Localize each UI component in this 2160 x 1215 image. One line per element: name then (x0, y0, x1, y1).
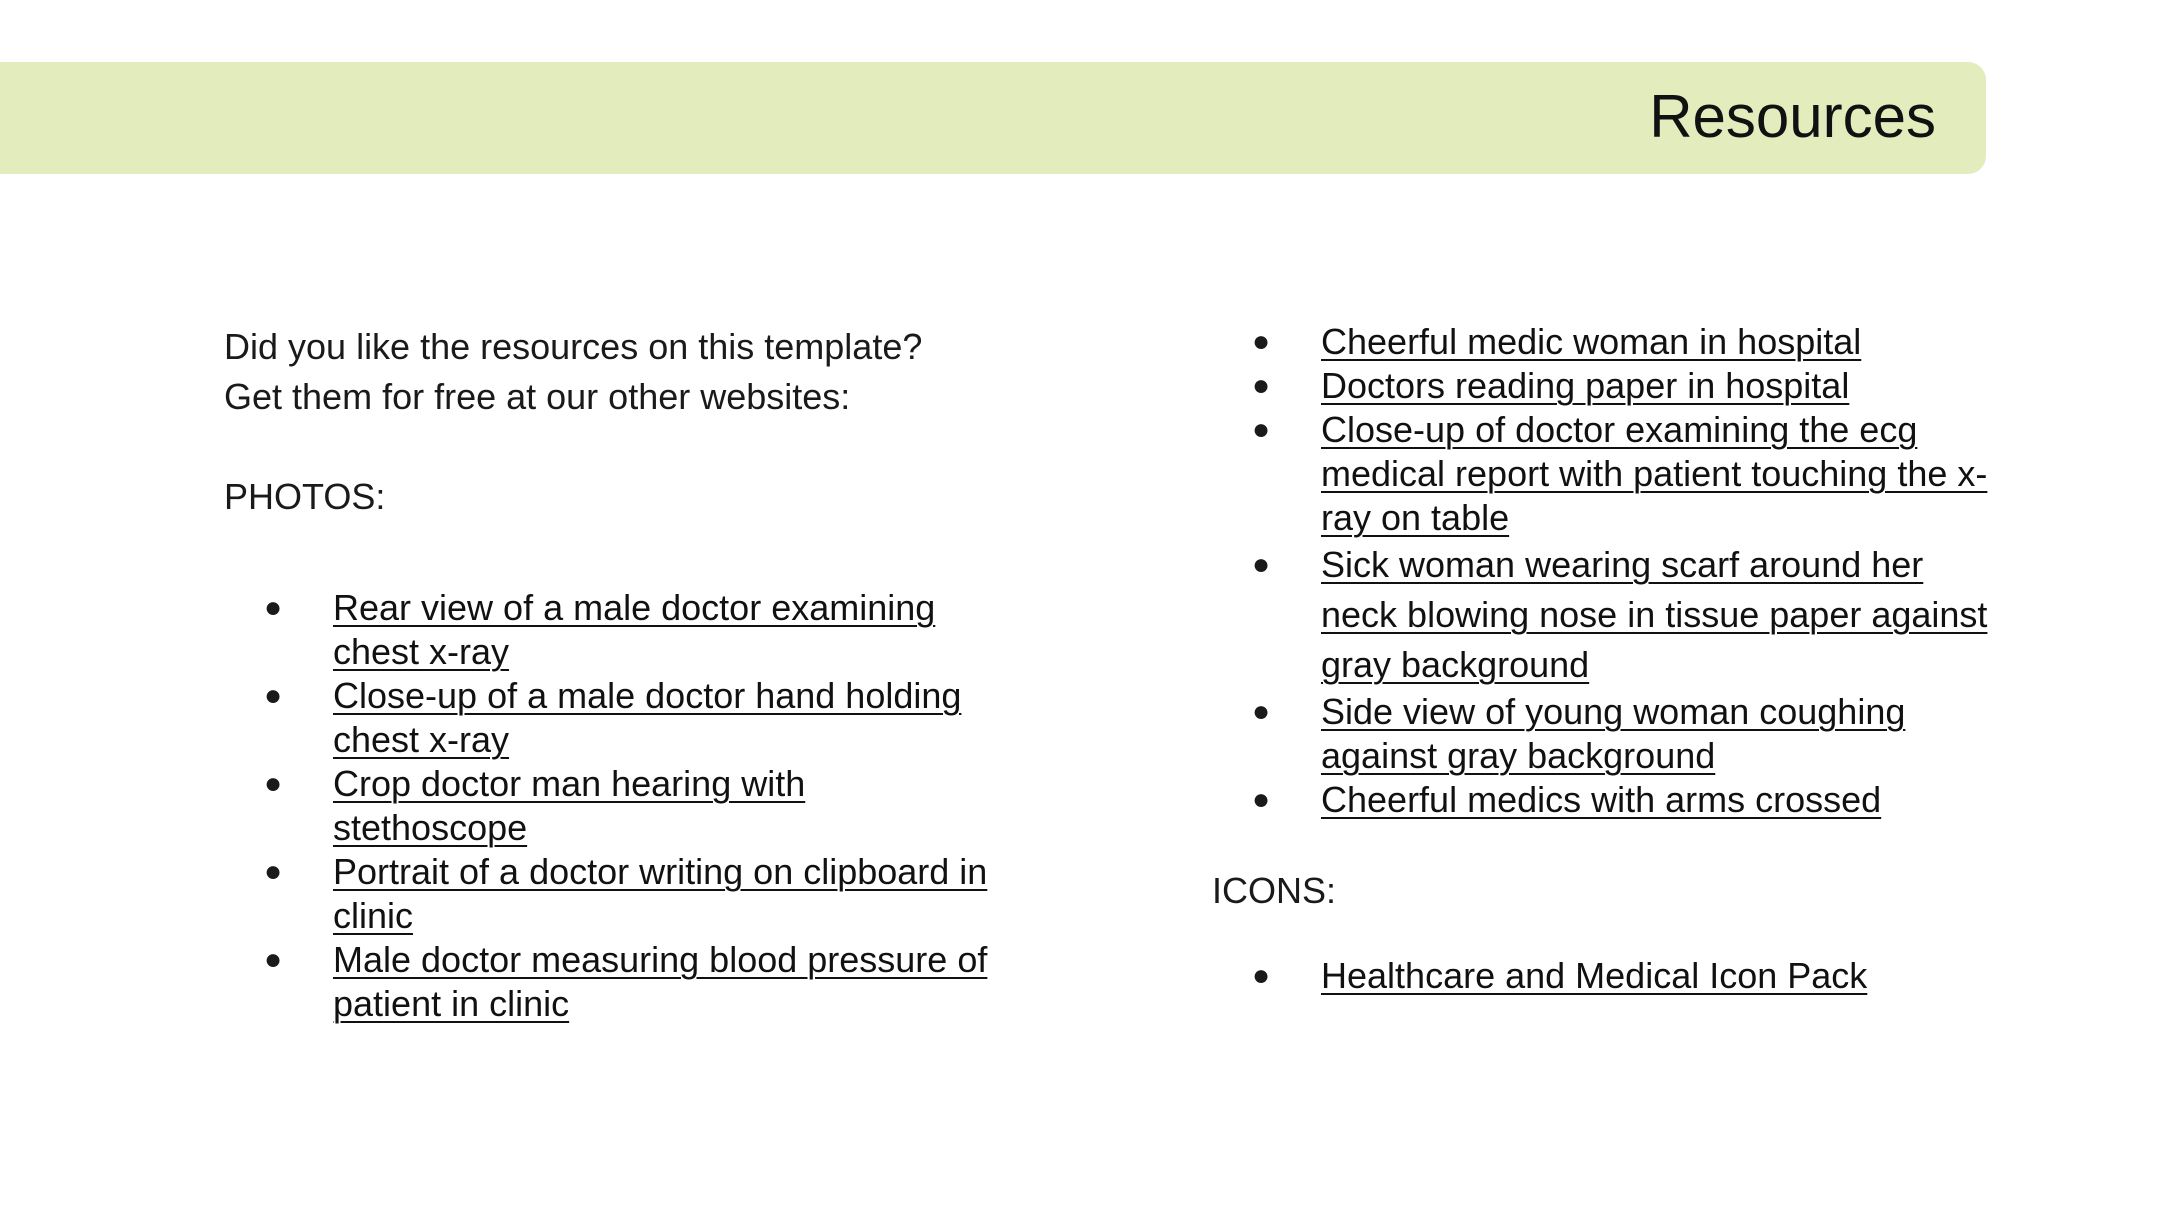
list-item (1212, 540, 1992, 690)
photos-list-left (0, 586, 1004, 1026)
bullet-icon: ● (1252, 695, 1271, 728)
page-title: Resources (1649, 83, 1936, 150)
bullet-icon: ● (264, 679, 283, 712)
resource-link[interactable]: Close-up of a male doctor hand holding chest x-ray (333, 675, 962, 760)
photos-heading: PHOTOS: (224, 476, 386, 517)
resource-link[interactable]: Male doctor measuring blood pressure of patient in clinic (333, 939, 988, 1024)
resource-link[interactable]: Rear view of a male doctor examining chest x-ray (333, 587, 936, 672)
list-item (224, 586, 1004, 674)
resource-link[interactable]: Crop doctor man hearing with stethoscope (333, 763, 806, 848)
list-item (224, 938, 1004, 1026)
resource-link[interactable]: Healthcare and Medical Icon Pack (1321, 955, 1868, 996)
bullet-icon: ● (264, 855, 283, 888)
title-banner (0, 62, 1986, 174)
bullet-icon: ● (264, 591, 283, 624)
list-item (224, 850, 1004, 938)
left-column (224, 322, 1004, 1026)
list-item (224, 762, 1004, 850)
bullet-icon: ● (1252, 369, 1271, 402)
bullet-icon: ● (1252, 783, 1271, 816)
list-item (1212, 690, 1992, 778)
list-item (1212, 364, 1992, 408)
bullet-icon: ● (1252, 413, 1271, 446)
bullet-icon: ● (264, 767, 283, 800)
resource-link[interactable]: Sick woman wearing scarf around her neck blowing nose in tissue paper against gray background (1321, 544, 1988, 685)
photos-list-right (1212, 320, 1992, 822)
resource-link[interactable]: Portrait of a doctor writing on clipboard in clinic (333, 851, 988, 936)
resource-link[interactable]: Doctors reading paper in hospital (1321, 365, 1850, 406)
resource-link[interactable]: Cheerful medics with arms crossed (1321, 779, 1882, 820)
list-item (224, 674, 1004, 762)
bullet-icon: ● (1252, 959, 1271, 992)
intro-line-2: Get them for free at our other websites: (224, 376, 851, 417)
resource-link[interactable]: Side view of young woman coughing against gray background (1321, 691, 1906, 776)
list-item (1212, 320, 1992, 364)
list-item (1212, 778, 1992, 822)
intro-line-1: Did you like the resources on this template? (224, 326, 923, 367)
bullet-icon: ● (1252, 325, 1271, 358)
icons-heading: ICONS: (1212, 870, 1337, 911)
resource-link[interactable]: Close-up of doctor examining the ecg medical report with patient touching the x-ray on table (1321, 409, 1988, 538)
resource-link[interactable]: Cheerful medic woman in hospital (1321, 321, 1862, 362)
right-column (1212, 320, 1992, 998)
list-item (1212, 408, 1992, 540)
bullet-icon: ● (1252, 548, 1271, 581)
bullet-icon: ● (264, 943, 283, 976)
icons-list (1212, 954, 1992, 998)
list-item (1212, 954, 1992, 998)
